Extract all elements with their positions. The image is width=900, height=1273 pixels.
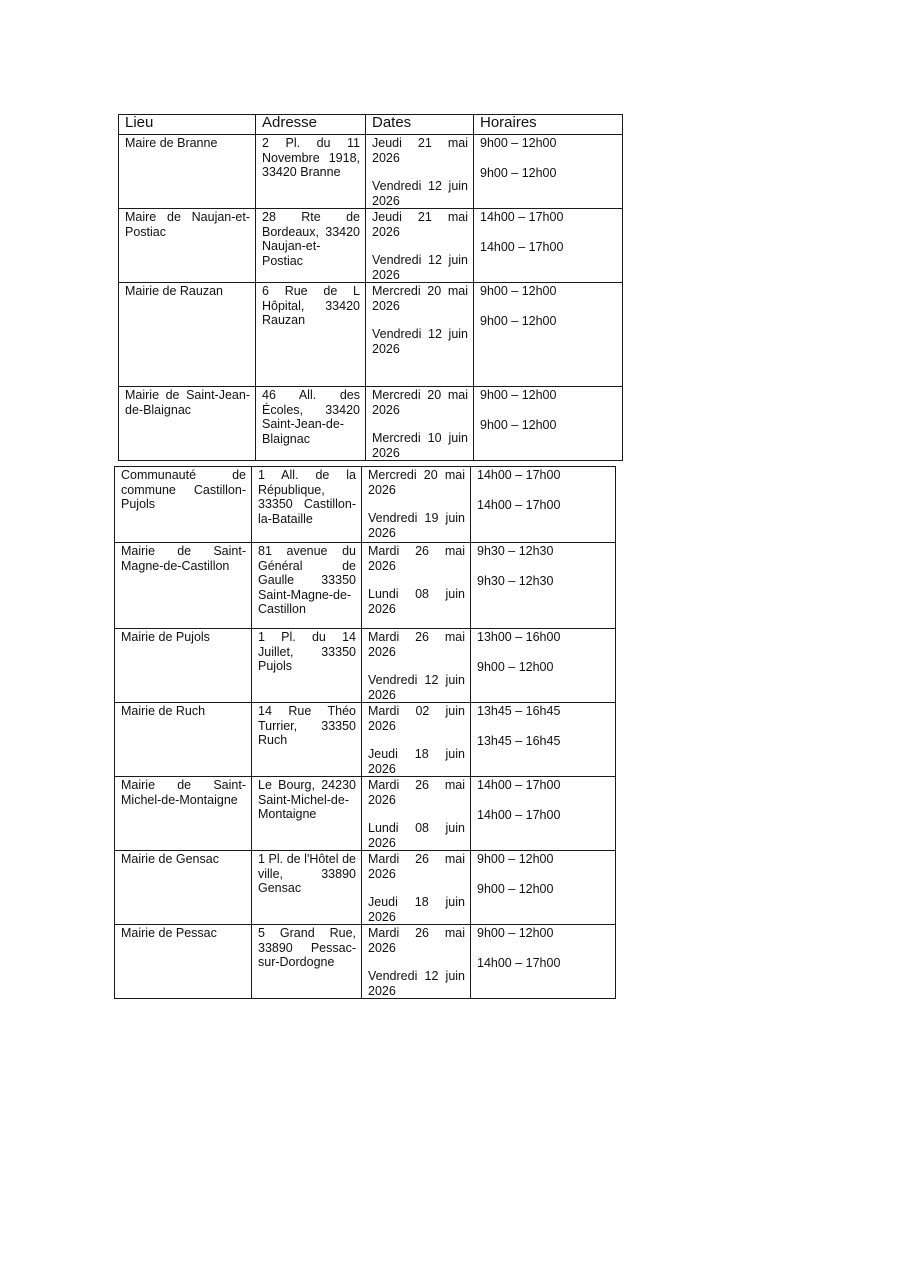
lieu-cell: Mairie de Pujols bbox=[115, 629, 252, 703]
lieu-cell: Mairie de Saint-Michel-de-Montaigne bbox=[115, 777, 252, 851]
lieu-cell: Maire de Naujan-et-Postiac bbox=[119, 209, 256, 283]
date-first: Jeudi 21 mai 2026 bbox=[372, 210, 468, 239]
adresse-cell: 81 avenue du Général de Gaulle 33350 Saint-Magne-de-Castillon bbox=[252, 543, 362, 629]
horaires-cell bbox=[471, 925, 616, 999]
date-second: Vendredi 12 juin 2026 bbox=[372, 179, 468, 208]
date-first: Mercredi 20 mai 2026 bbox=[372, 284, 468, 313]
lieu-cell: Mairie de Pessac bbox=[115, 925, 252, 999]
header-lieu: Lieu bbox=[119, 115, 256, 135]
time-second: 13h45 – 16h45 bbox=[477, 733, 561, 748]
date-first: Mardi 02 juin 2026 bbox=[368, 704, 465, 733]
lieu-cell: Mairie de Ruch bbox=[115, 703, 252, 777]
schedule-table-1 bbox=[118, 114, 623, 461]
lieu-cell: Mairie de Gensac bbox=[115, 851, 252, 925]
adresse-cell: Le Bourg, 24230 Saint-Michel-de-Montaigne bbox=[252, 777, 362, 851]
table-row bbox=[119, 135, 623, 209]
date-first: Jeudi 21 mai 2026 bbox=[372, 136, 468, 165]
time-second: 14h00 – 17h00 bbox=[477, 497, 561, 512]
dates-cell bbox=[362, 467, 471, 543]
table-row bbox=[115, 543, 616, 629]
table-row bbox=[115, 851, 616, 925]
date-second: Vendredi 12 juin 2026 bbox=[368, 969, 465, 998]
time-second: 9h00 – 12h00 bbox=[480, 313, 557, 328]
lieu-cell: Mairie de Saint-Jean-de-Blaignac bbox=[119, 387, 256, 461]
date-first: Mercredi 20 mai 2026 bbox=[372, 388, 468, 417]
date-first: Mardi 26 mai 2026 bbox=[368, 630, 465, 659]
dates-cell bbox=[362, 777, 471, 851]
table-row bbox=[115, 925, 616, 999]
horaires-cell bbox=[474, 135, 623, 209]
dates-cell bbox=[362, 629, 471, 703]
date-second: Lundi 08 juin 2026 bbox=[368, 587, 465, 616]
dates-cell bbox=[366, 209, 474, 283]
horaires-cell bbox=[471, 629, 616, 703]
time-first: 9h00 – 12h00 bbox=[477, 852, 554, 866]
table-row bbox=[119, 387, 623, 461]
lieu-cell: Maire de Branne bbox=[119, 135, 256, 209]
time-second: 9h30 – 12h30 bbox=[477, 573, 554, 588]
adresse-cell: 6 Rue de L Hôpital, 33420 Rauzan bbox=[256, 283, 366, 387]
dates-cell bbox=[362, 543, 471, 629]
schedule-table-2 bbox=[114, 466, 616, 999]
time-first: 13h45 – 16h45 bbox=[477, 704, 561, 718]
dates-cell bbox=[362, 703, 471, 777]
time-first: 9h00 – 12h00 bbox=[480, 136, 557, 150]
horaires-cell bbox=[474, 209, 623, 283]
lieu-cell: Mairie de Rauzan bbox=[119, 283, 256, 387]
adresse-cell: 14 Rue Théo Turrier, 33350 Ruch bbox=[252, 703, 362, 777]
date-second: Jeudi 18 juin 2026 bbox=[368, 747, 465, 776]
lieu-cell: Communauté de commune Castillon-Pujols bbox=[115, 467, 252, 543]
adresse-cell: 1 Pl. du 14 Juillet, 33350 Pujols bbox=[252, 629, 362, 703]
adresse-cell: 5 Grand Rue, 33890 Pessac-sur-Dordogne bbox=[252, 925, 362, 999]
date-second: Jeudi 18 juin 2026 bbox=[368, 895, 465, 924]
horaires-cell bbox=[474, 387, 623, 461]
adresse-cell: 28 Rte de Bordeaux, 33420 Naujan-et-Postiac bbox=[256, 209, 366, 283]
dates-cell bbox=[366, 135, 474, 209]
time-first: 13h00 – 16h00 bbox=[477, 630, 561, 644]
horaires-cell bbox=[471, 543, 616, 629]
date-second: Vendredi 19 juin 2026 bbox=[368, 511, 465, 540]
horaires-cell bbox=[471, 851, 616, 925]
time-second: 9h00 – 12h00 bbox=[480, 165, 557, 180]
dates-cell bbox=[366, 387, 474, 461]
dates-cell bbox=[366, 283, 474, 387]
time-second: 9h00 – 12h00 bbox=[477, 659, 554, 674]
adresse-cell: 1 All. de la République, 33350 Castillon-la-Bataille bbox=[252, 467, 362, 543]
date-first: Mardi 26 mai 2026 bbox=[368, 852, 465, 881]
dates-cell bbox=[362, 851, 471, 925]
time-first: 14h00 – 17h00 bbox=[477, 778, 561, 792]
time-second: 14h00 – 17h00 bbox=[477, 955, 561, 970]
header-horaires: Horaires bbox=[474, 115, 623, 135]
table-row bbox=[115, 467, 616, 543]
date-first: Mercredi 20 mai 2026 bbox=[368, 468, 465, 497]
date-first: Mardi 26 mai 2026 bbox=[368, 544, 465, 573]
table-row bbox=[119, 283, 623, 387]
horaires-cell bbox=[471, 467, 616, 543]
table-row bbox=[115, 629, 616, 703]
time-second: 14h00 – 17h00 bbox=[480, 239, 564, 254]
lieu-cell: Mairie de Saint-Magne-de-Castillon bbox=[115, 543, 252, 629]
adresse-cell: 1 Pl. de l'Hôtel de ville, 33890 Gensac bbox=[252, 851, 362, 925]
date-second: Lundi 08 juin 2026 bbox=[368, 821, 465, 850]
header-adresse: Adresse bbox=[256, 115, 366, 135]
time-first: 14h00 – 17h00 bbox=[477, 468, 561, 482]
time-first: 14h00 – 17h00 bbox=[480, 210, 564, 224]
table-row bbox=[115, 703, 616, 777]
horaires-cell bbox=[471, 777, 616, 851]
time-first: 9h00 – 12h00 bbox=[477, 926, 554, 940]
table-row bbox=[119, 209, 623, 283]
date-second: Vendredi 12 juin 2026 bbox=[372, 253, 468, 282]
time-first: 9h00 – 12h00 bbox=[480, 284, 557, 298]
table-row bbox=[115, 777, 616, 851]
date-second: Mercredi 10 juin 2026 bbox=[372, 431, 468, 460]
date-second: Vendredi 12 juin 2026 bbox=[368, 673, 465, 702]
time-second: 9h00 – 12h00 bbox=[480, 417, 557, 432]
time-first: 9h00 – 12h00 bbox=[480, 388, 557, 402]
dates-cell bbox=[362, 925, 471, 999]
date-first: Mardi 26 mai 2026 bbox=[368, 926, 465, 955]
horaires-cell bbox=[471, 703, 616, 777]
date-second: Vendredi 12 juin 2026 bbox=[372, 327, 468, 356]
time-second: 9h00 – 12h00 bbox=[477, 881, 554, 896]
horaires-cell bbox=[474, 283, 623, 387]
header-dates: Dates bbox=[366, 115, 474, 135]
adresse-cell: 2 Pl. du 11 Novembre 1918, 33420 Branne bbox=[256, 135, 366, 209]
time-second: 14h00 – 17h00 bbox=[477, 807, 561, 822]
time-first: 9h30 – 12h30 bbox=[477, 544, 554, 558]
adresse-cell: 46 All. des Écoles, 33420 Saint-Jean-de-Blaignac bbox=[256, 387, 366, 461]
date-first: Mardi 26 mai 2026 bbox=[368, 778, 465, 807]
header-row bbox=[119, 115, 623, 135]
